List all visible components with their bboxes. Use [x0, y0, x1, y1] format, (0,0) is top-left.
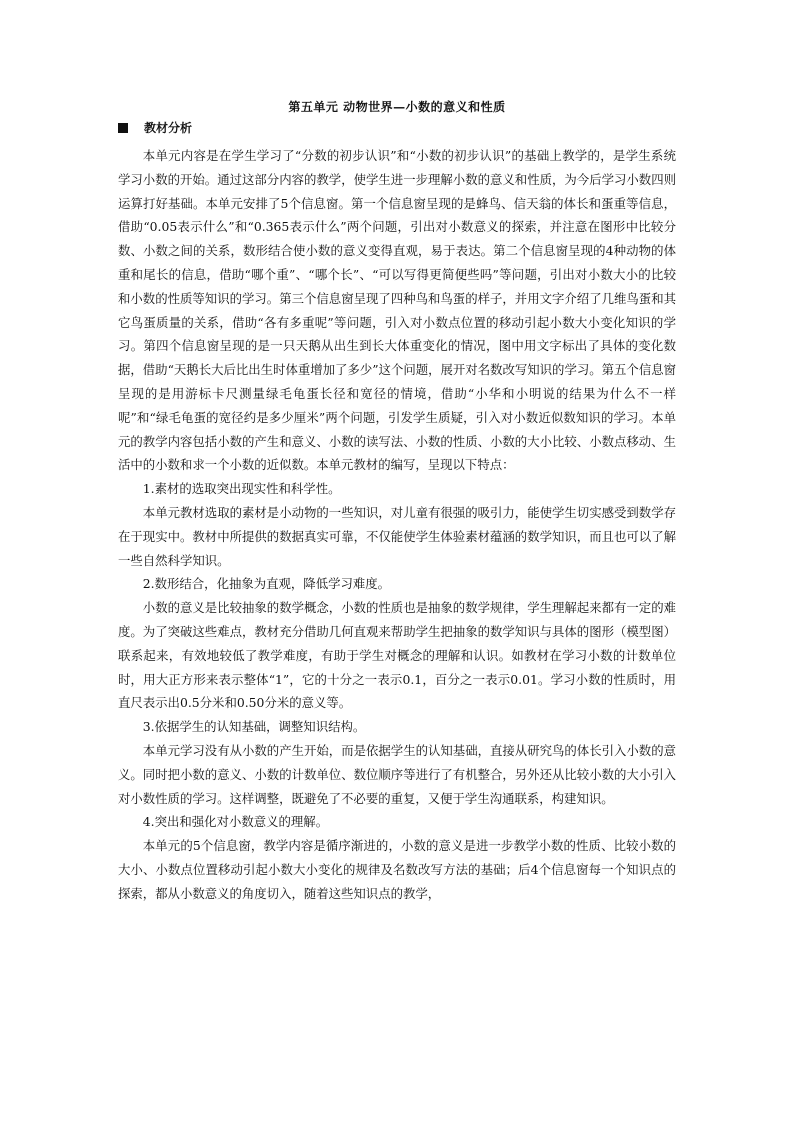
feature-heading-3: 3.依据学生的认知基础，调整知识结构。	[142, 719, 366, 735]
feature-heading-1: 1.素材的选取突出现实性和科学性。	[142, 481, 341, 497]
square-bullet-icon	[118, 123, 128, 133]
document-title: 第五单元 动物世界—小数的意义和性质	[288, 100, 506, 114]
paragraph-feature-1: 本单元教材选取的素材是小动物的一些知识，对儿童有很强的吸引力，能使学生切实感受到数学存在于现实中。教材中所提供的数据真实可靠，不仅能使学生体验素材蕴涵的数学知识，而且也可以了解一些自然科学知识。	[118, 504, 676, 568]
paragraph-feature-4: 本单元的5个信息窗，教学内容是循序渐进的，小数的意义是进一步教学小数的性质、比较小数的大小、小数点位置移动引起小数大小变化的规律及名数改写方法的基础；后4个信息窗每一个知识点的探索，都从小数意义的角度切入，随着这些知识点的教学，	[118, 838, 676, 901]
feature-heading-4: 4.突出和强化对小数意义的理解。	[142, 814, 329, 830]
paragraph-intro: 本单元内容是在学生学习了“分数的初步认识”和“小数的初步认识”的基础上教学的，是学生系统学习小数的开始。通过这部分内容的教学，使学生进一步理解小数的意义和性质，为今后学习小数四则运算打好基础。本单元安排了5个信息窗。第一个信息窗呈现的是蜂鸟、信天翁的体长和蛋重等信息，借助“0.05表示什么”和“0.365表示什么”两个问题，引出对小数意义的探索，并注意在图形中比较分数、小数之间的关系，数形结合使小数的意义变得直观，易于表达。第二个信息窗呈现的4种动物的体重和尾长的信息，借助“哪个重”、“哪个长”、“可以写得更简便些吗”等问题，引出对小数大小的比较和小数的性质等知识的学习。第三个信息窗呈现了四种鸟和鸟蛋的样子，并用文字介绍了几维鸟蛋和其它鸟蛋质量的关系，借助“各有多重呢”等问题，引入对小数点位置的移动引起小数大小变化知识的学习。第四个信息窗呈现的是一只天鹅从出生到长大体重变化的情况，图中用文字标出了具体的变化数据，借助“天鹅长大后比出生时体重增加了多少”这个问题，展开对名数改写知识的学习。第五个信息窗呈现的是用游标卡尺测量绿毛龟蛋长径和宽径的情境，借助“小华和小明说的结果为什么不一样呢”和“绿毛龟蛋的宽径约是多少厘米”两个问题，引发学生质疑，引入对小数近似数知识的学习。本单元的教学内容包括小数的产生和意义、小数的读写法、小数的性质、小数的大小比较、小数点移动、生活中的小数和求一个小数的近似数。本单元教材的编写，呈现以下特点：	[118, 148, 676, 473]
document-body	[118, 144, 676, 906]
feature-heading-2: 2.数形结合，化抽象为直观，降低学习难度。	[142, 576, 391, 592]
section-heading	[118, 119, 192, 136]
paragraph-feature-2: 小数的意义是比较抽象的数学概念，小数的性质也是抽象的数学规律，学生理解起来都有一定的难度。为了突破这些难点，教材充分借助几何直观来帮助学生把抽象的数学知识与具体的图形（模型图）联系起来，有效地较低了教学难度，有助于学生对概念的理解和认识。如教材在学习小数的计数单位时，用大正方形来表示整体“1”，它的十分之一表示0.1，百分之一表示0.01。学习小数的性质时，用直尺表示出0.5分米和0.50分米的意义等。	[118, 600, 676, 711]
paragraph-feature-3: 本单元学习没有从小数的产生开始，而是依据学生的认知基础，直接从研究鸟的体长引入小数的意义。同时把小数的意义、小数的计数单位、数位顺序等进行了有机整合，另外还从比较小数的大小引入对小数性质的学习。这样调整，既避免了不必要的重复，又便于学生沟通联系，构建知识。	[118, 742, 676, 806]
section-heading-text: 教材分析	[144, 121, 193, 135]
